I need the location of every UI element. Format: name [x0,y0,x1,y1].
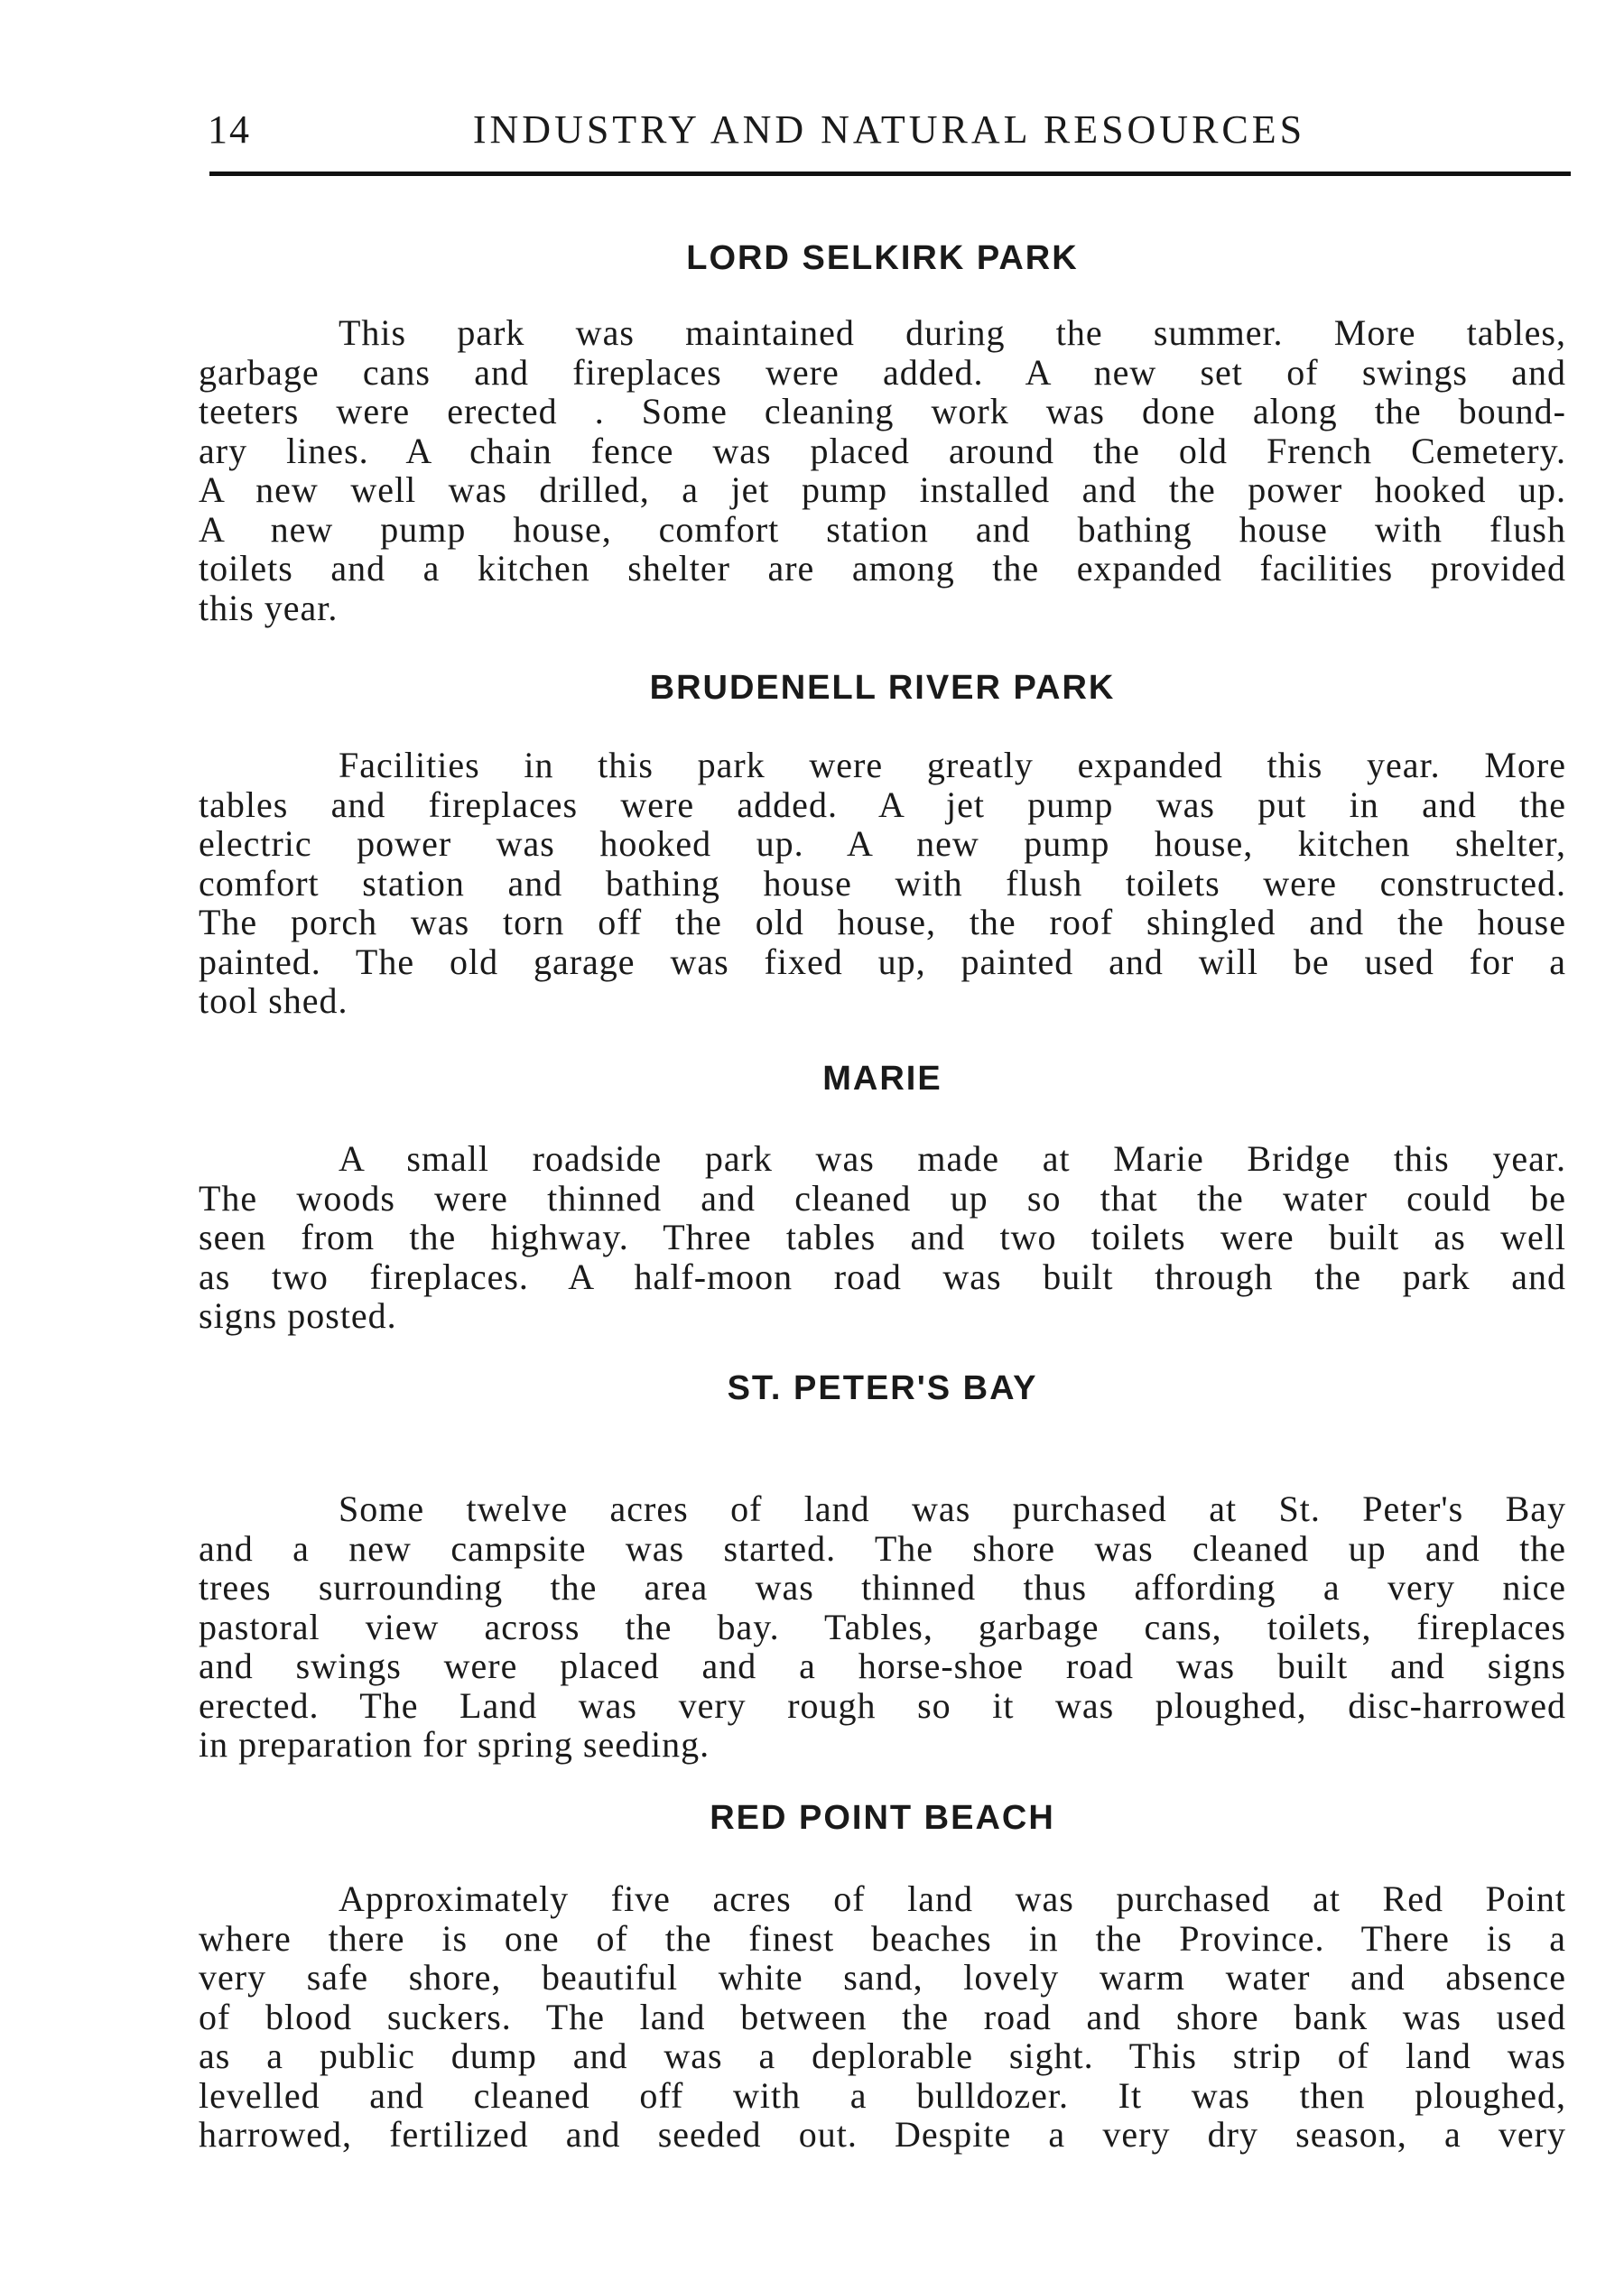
section-heading-st-peters-bay: ST. PETER'S BAY [727,1369,1038,1407]
text-line: Facilities in this park were greatly expanded this year. More [339,745,1566,785]
text-line: very safe shore, beautiful white sand, lovely warm water and absence [199,1957,1566,1998]
section-body-lord-selkirk-park [199,313,1566,627]
text-line: comfort station and bathing house with flush toilets were constructed. [199,862,1566,904]
section-body-red-point-beach [199,1879,1566,2155]
text-line: A small roadside park was made at Marie Bridge this year. [339,1138,1566,1179]
page-number: 14 [208,107,251,152]
text-line: as a public dump and was a deplorable sight. This strip of land was [199,2035,1566,2076]
running-header [208,107,1571,161]
text-line: Approximately five acres of land was purchased at Red Point [339,1878,1566,1919]
section-heading-red-point-beach: RED POINT BEACH [710,1799,1055,1837]
text-line: and a new campsite was started. The shore was cleaned up and the [199,1527,1566,1569]
text-line: in preparation for spring seeding. [199,1724,710,1765]
text-line: garbage cans and fireplaces were added. A new set of swings and [199,351,1566,393]
section-heading-marie: MARIE [822,1060,942,1098]
text-line: levelled and cleaned off with a bulldozer. It was then ploughed, [199,2074,1566,2116]
text-line: A new pump house, comfort station and bathing house with flush [199,508,1566,550]
text-line: painted. The old garage was fixed up, painted and will be used for a [199,941,1566,982]
text-line: trees surrounding the area was thinned thus affording a very nice [199,1567,1566,1608]
text-line: harrowed, fertilized and seeded out. Despite a very dry season, a very [199,2114,1566,2155]
text-line: ary lines. A chain fence was placed around the old French Cemetery. [199,430,1566,471]
section-body-st-peters-bay [199,1489,1566,1765]
text-line: signs posted. [199,1295,397,1336]
text-line: tool shed. [199,980,348,1021]
text-line: of blood suckers. The land between the road and shore bank was used [199,1996,1566,2037]
section-body-marie [199,1139,1566,1336]
text-line: seen from the highway. Three tables and two toilets were built as well [199,1217,1566,1257]
text-line: pastoral view across the bay. Tables, garbage cans, toilets, fireplaces [199,1606,1566,1647]
text-line: A new well was drilled, a jet pump installed and the power hooked up. [199,469,1566,510]
section-heading-brudenell-river-park: BRUDENELL RIVER PARK [649,669,1116,707]
running-title: INDUSTRY AND NATURAL RESOURCES [472,107,1306,152]
text-line: electric power was hooked up. A new pump house, kitchen shelter, [199,823,1566,864]
text-line: erected. The Land was very rough so it was ploughed, disc-harrowed [199,1684,1566,1726]
text-line: teeters were erected . Some cleaning work was done along the bound- [199,391,1566,431]
text-line: and swings were placed and a horse-shoe road was built and signs [199,1646,1566,1686]
section-heading-lord-selkirk-park: LORD SELKIRK PARK [686,239,1079,277]
text-line: this year. [199,587,339,628]
text-line: Some twelve acres of land was purchased at St. Peter's Bay [339,1488,1566,1529]
text-line: where there is one of the finest beaches in the Province. There is a [199,1917,1566,1959]
text-line: tables and fireplaces were added. A jet pump was put in and the [199,784,1566,825]
text-line: as two fireplaces. A half-moon road was built through the park and [199,1256,1566,1297]
text-line: toilets and a kitchen shelter are among the expanded facilities provided [199,548,1566,589]
text-line: This park was maintained during the summer. More tables, [339,312,1566,353]
text-line: The porch was torn off the old house, the roof shingled and the house [199,902,1566,942]
text-line: The woods were thinned and cleaned up so that the water could be [199,1177,1566,1219]
header-rule [209,172,1571,176]
section-body-brudenell-river-park [199,746,1566,1021]
